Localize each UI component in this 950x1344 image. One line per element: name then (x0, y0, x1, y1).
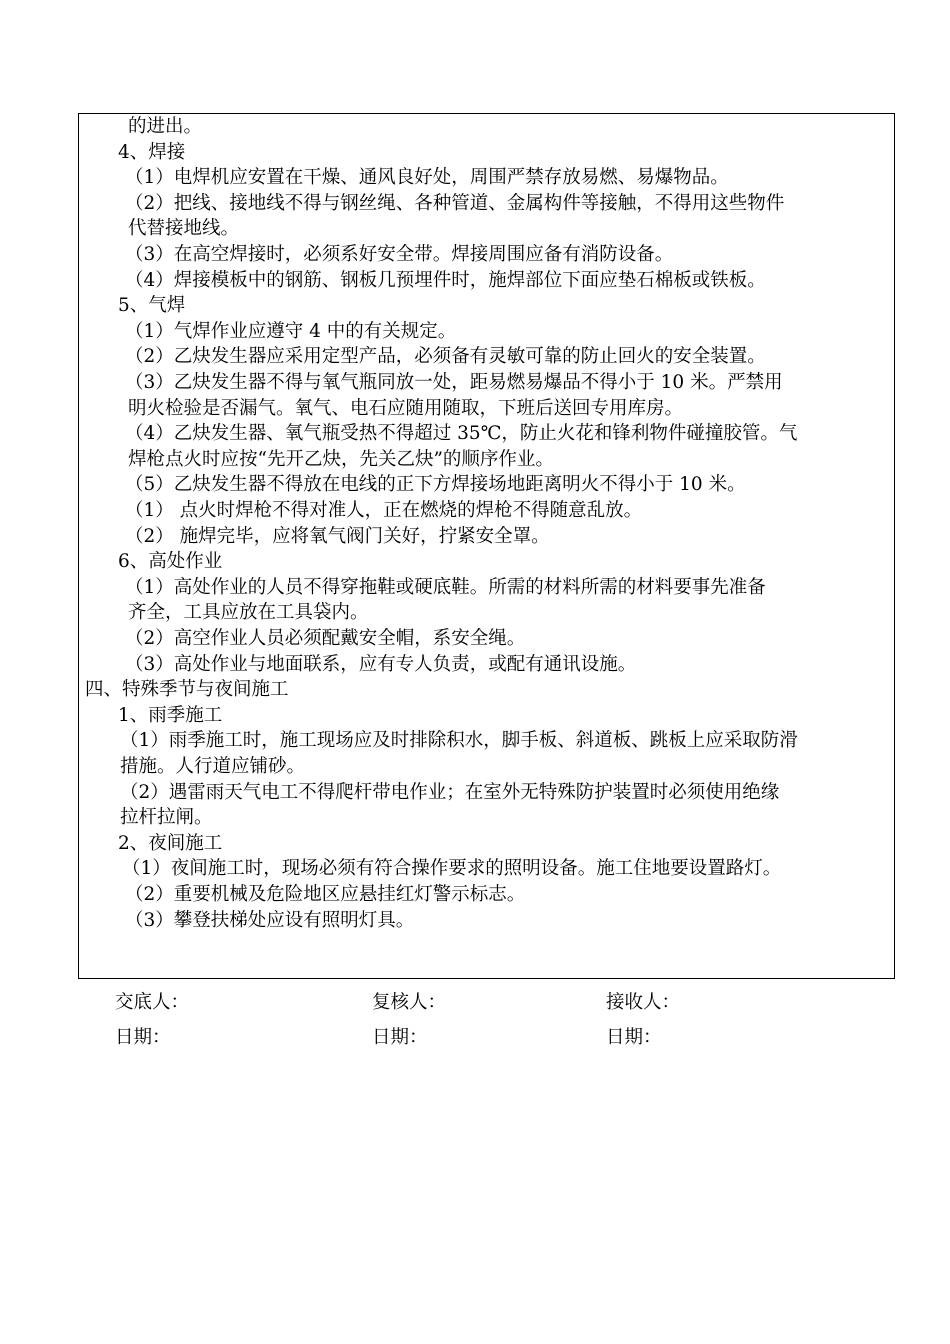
text-line: 措施。人行道应铺砂。 (120, 756, 306, 777)
text-line: （1）高处作业的人员不得穿拖鞋或硬底鞋。所需的材料所需的材料要事先准备 (125, 577, 766, 598)
text-line: （3）在高空焊接时，必须系好安全带。焊接周围应备有消防设备。 (125, 244, 674, 265)
reviewer-date-label: 日期： (372, 1027, 428, 1048)
text-line: （2）把线、接地线不得与钢丝绳、各种管道、金属构件等接触，不得用这些物件 (125, 193, 785, 214)
text-line: 焊枪点火时应按“先开乙炔，先关乙炔”的顺序作业。 (128, 449, 554, 470)
text-line: 齐全，工具应放在工具袋内。 (128, 602, 369, 623)
text-line: （1）气焊作业应遵守 4 中的有关规定。 (125, 321, 457, 342)
text-line: （1）雨季施工时，施工现场应及时排除积水，脚手板、斜道板、跳板上应采取防滑 (120, 730, 798, 751)
chapter-heading-special-seasons: 四、特殊季节与夜间施工 (85, 679, 289, 700)
reviewer-label: 复核人： (372, 992, 447, 1013)
section-heading-height-work: 6、高处作业 (118, 551, 223, 572)
handover-person-label: 交底人： (115, 992, 190, 1013)
text-line: （3）乙炔发生器不得与氧气瓶同放一处，距易燃易爆品不得小于 10 米。严禁用 (125, 372, 783, 393)
text-line: （1）夜间施工时，现场必须有符合操作要求的照明设备。施工住地要设置路灯。 (122, 858, 782, 879)
text-line: （1） 点火时焊枪不得对准人，正在燃烧的焊枪不得随意乱放。 (125, 500, 643, 521)
text-line: （1）电焊机应安置在干燥、通风良好处，周围严禁存放易燃、易爆物品。 (125, 167, 729, 188)
text-line: （2） 施焊完毕，应将氧气阀门关好，拧紧安全罩。 (125, 526, 550, 547)
text-line: （4）乙炔发生器、氧气瓶受热不得超过 35℃，防止火花和锋利物件碰撞胶管。气 (125, 423, 798, 444)
text-line: （2）高空作业人员必须配戴安全帽，系安全绳。 (125, 628, 526, 649)
text-line: 代替接地线。 (128, 218, 240, 239)
text-line: （3）攀登扶梯处应设有照明灯具。 (125, 910, 415, 931)
section-heading-night-work: 2、夜间施工 (118, 833, 223, 854)
text-line: （4）焊接模板中的钢筋、钢板几预埋件时，施焊部位下面应垫石棉板或铁板。 (125, 270, 766, 291)
receiver-label: 接收人： (606, 992, 681, 1013)
receiver-date-label: 日期： (606, 1027, 662, 1048)
section-heading-gas-welding: 5、气焊 (118, 295, 186, 316)
section-heading-welding: 4、焊接 (118, 142, 186, 163)
handover-date-label: 日期： (115, 1027, 171, 1048)
text-line: （5）乙炔发生器不得放在电线的正下方焊接场地距离明火不得小于 10 米。 (125, 474, 746, 495)
text-line: 的进出。 (128, 116, 203, 137)
text-line: （3）高处作业与地面联系，应有专人负责，或配有通讯设施。 (125, 654, 637, 675)
text-line: （2）乙炔发生器应采用定型产品，必须备有灵敏可靠的防止回火的安全装置。 (125, 346, 766, 367)
section-heading-rainy-season: 1、雨季施工 (118, 705, 223, 726)
text-line: （2）重要机械及危险地区应悬挂红灯警示标志。 (125, 884, 526, 905)
text-line: （2）遇雷雨天气电工不得爬杆带电作业；在室外无特殊防护装置时必须使用绝缘 (120, 782, 780, 803)
text-line: 拉杆拉闸。 (120, 807, 213, 828)
text-line: 明火检验是否漏气。氧气、电石应随用随取，下班后送回专用库房。 (128, 398, 684, 419)
